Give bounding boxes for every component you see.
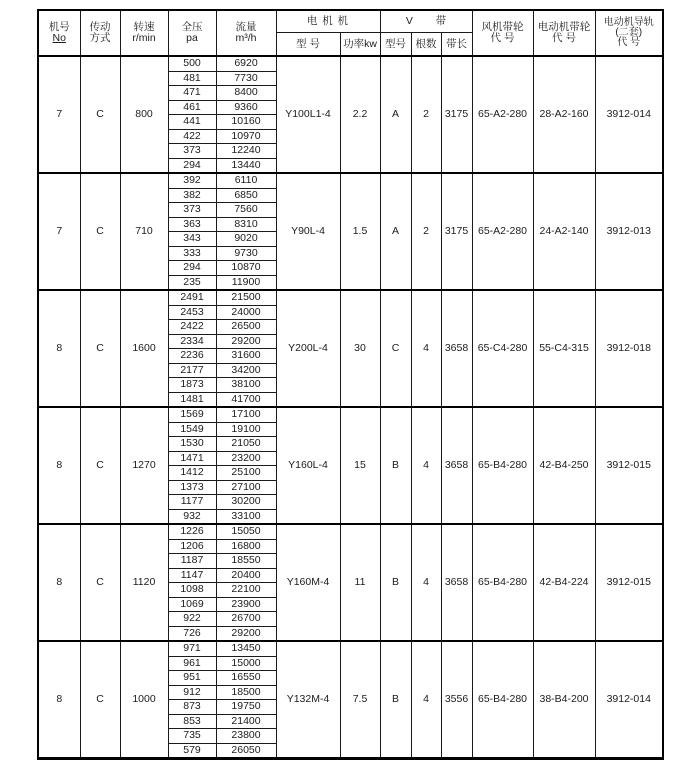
pressure-cell: 333 [168, 246, 216, 261]
col-header-speed [120, 10, 168, 56]
table-row [38, 290, 663, 305]
vbelt-count-cell: 4 [411, 524, 441, 641]
pressure-cell: 363 [168, 217, 216, 232]
col-header-motor-rail [595, 10, 663, 56]
flow-cell: 29200 [216, 626, 276, 641]
pressure-cell: 481 [168, 71, 216, 86]
pressure-cell: 471 [168, 86, 216, 101]
flow-cell: 33100 [216, 509, 276, 524]
flow-cell: 6850 [216, 188, 276, 203]
vbelt-group-right: 带 [435, 15, 447, 27]
vbelt-model-cell: B [380, 641, 411, 759]
drive-label-2: 方式 [89, 32, 111, 44]
pressure-cell: 1206 [168, 539, 216, 554]
flow-cell: 18500 [216, 685, 276, 700]
speed-cell: 800 [120, 56, 168, 173]
pressure-cell: 1177 [168, 495, 216, 510]
flow-cell: 15000 [216, 656, 276, 671]
pressure-cell: 373 [168, 144, 216, 159]
motor-model-cell: Y132M-4 [276, 641, 340, 759]
drive-cell: C [80, 641, 120, 759]
drive-cell: C [80, 56, 120, 173]
header-row-1 [38, 10, 663, 33]
speed-label: 转速 [133, 21, 155, 33]
col-header-flow [216, 10, 276, 56]
flow-cell: 21500 [216, 290, 276, 305]
vbelt-count-cell: 4 [411, 407, 441, 524]
motor-rail-cell: 3912-014 [595, 56, 663, 173]
flow-cell: 13440 [216, 158, 276, 173]
speed-cell: 710 [120, 173, 168, 290]
flow-cell: 19100 [216, 422, 276, 437]
col-header-vbelt-length: 带长 [441, 33, 472, 57]
pressure-cell: 1481 [168, 392, 216, 407]
pressure-cell: 2491 [168, 290, 216, 305]
drive-cell: C [80, 290, 120, 407]
pressure-cell: 1471 [168, 451, 216, 466]
motor-model-cell: Y100L1-4 [276, 56, 340, 173]
vbelt-count-cell: 2 [411, 173, 441, 290]
pressure-cell: 2177 [168, 363, 216, 378]
col-header-drive [80, 10, 120, 56]
flow-cell: 24000 [216, 305, 276, 320]
flow-cell: 27100 [216, 480, 276, 495]
machine-no-label: 机号 [48, 21, 70, 33]
table-row [38, 524, 663, 539]
motor-power-cell: 2.2 [340, 56, 380, 173]
pressure-cell: 294 [168, 261, 216, 276]
fan-pulley-cell: 65-A2-280 [472, 56, 533, 173]
flow-cell: 16550 [216, 671, 276, 686]
col-header-vbelt-count: 根数 [411, 33, 441, 57]
col-header-motor-power: 功率kw [340, 33, 380, 57]
motor-rail-cell: 3912-013 [595, 173, 663, 290]
motor-power-cell: 11 [340, 524, 380, 641]
vbelt-model-cell: B [380, 407, 411, 524]
table-body [38, 56, 663, 759]
fan-pulley-cell: 65-A2-280 [472, 173, 533, 290]
vbelt-length-cell: 3175 [441, 173, 472, 290]
motor-power-cell: 15 [340, 407, 380, 524]
motor-pulley-cell: 42-B4-250 [533, 407, 595, 524]
flow-cell: 7730 [216, 71, 276, 86]
flow-cell: 15050 [216, 524, 276, 539]
drive-cell: C [80, 524, 120, 641]
motor-rail-label: 电动机导轨 [603, 17, 654, 28]
flow-cell: 8400 [216, 86, 276, 101]
flow-cell: 11900 [216, 275, 276, 290]
motor-pulley-cell: 55-C4-315 [533, 290, 595, 407]
flow-cell: 26050 [216, 743, 276, 759]
pressure-cell: 294 [168, 158, 216, 173]
vbelt-length-cell: 3658 [441, 290, 472, 407]
flow-cell: 19750 [216, 700, 276, 715]
flow-cell: 22100 [216, 583, 276, 598]
vbelt-group-left: V [405, 15, 413, 27]
flow-cell: 23900 [216, 597, 276, 612]
speed-cell: 1270 [120, 407, 168, 524]
speed-cell: 1000 [120, 641, 168, 759]
pressure-cell: 726 [168, 626, 216, 641]
motor-pulley-cell: 38-B4-200 [533, 641, 595, 759]
machine-no-cell: 8 [38, 641, 80, 759]
pressure-cell: 1569 [168, 407, 216, 422]
motor-power-cell: 7.5 [340, 641, 380, 759]
flow-cell: 23200 [216, 451, 276, 466]
pressure-cell: 853 [168, 714, 216, 729]
drive-label: 传动 [89, 21, 111, 33]
pressure-cell: 1549 [168, 422, 216, 437]
col-header-motor-pulley [533, 10, 595, 56]
vbelt-count-cell: 2 [411, 56, 441, 173]
vbelt-count-cell: 4 [411, 641, 441, 759]
pressure-cell: 235 [168, 275, 216, 290]
pressure-cell: 873 [168, 700, 216, 715]
vbelt-length-cell: 3658 [441, 407, 472, 524]
flow-cell: 41700 [216, 392, 276, 407]
flow-cell: 10870 [216, 261, 276, 276]
vbelt-length-cell: 3658 [441, 524, 472, 641]
flow-cell: 10160 [216, 115, 276, 130]
machine-no-unit: No [52, 32, 66, 44]
fan-pulley-code-label: 代 号 [490, 32, 515, 44]
flow-cell: 23800 [216, 729, 276, 744]
fan-pulley-label: 风机带轮 [481, 21, 524, 33]
flow-unit: m³/h [235, 32, 257, 44]
pressure-cell: 922 [168, 612, 216, 627]
pressure-cell: 1147 [168, 568, 216, 583]
motor-model-cell: Y160L-4 [276, 407, 340, 524]
flow-cell: 12240 [216, 144, 276, 159]
flow-cell: 34200 [216, 363, 276, 378]
pressure-cell: 951 [168, 671, 216, 686]
pressure-cell: 422 [168, 129, 216, 144]
speed-cell: 1600 [120, 290, 168, 407]
pressure-cell: 382 [168, 188, 216, 203]
speed-unit: r/min [132, 32, 156, 44]
pressure-cell: 1187 [168, 554, 216, 569]
pressure-cell: 932 [168, 509, 216, 524]
pressure-cell: 2453 [168, 305, 216, 320]
table-row [38, 407, 663, 422]
motor-rail-sets-label: (二套) [615, 27, 643, 38]
pressure-cell: 1226 [168, 524, 216, 539]
flow-cell: 9360 [216, 100, 276, 115]
pressure-cell: 392 [168, 173, 216, 188]
pressure-cell: 971 [168, 641, 216, 656]
col-header-vbelt-model: 型号 [380, 33, 411, 57]
motor-power-cell: 1.5 [340, 173, 380, 290]
pressure-cell: 735 [168, 729, 216, 744]
motor-model-cell: Y200L-4 [276, 290, 340, 407]
flow-cell: 8310 [216, 217, 276, 232]
pressure-cell: 1069 [168, 597, 216, 612]
motor-rail-cell: 3912-014 [595, 641, 663, 759]
flow-cell: 9020 [216, 232, 276, 247]
table-header [38, 10, 663, 56]
flow-cell: 17100 [216, 407, 276, 422]
pressure-cell: 1373 [168, 480, 216, 495]
col-header-fan-pulley [472, 10, 533, 56]
flow-cell: 26500 [216, 320, 276, 335]
table-row [38, 56, 663, 71]
pressure-label: 全压 [181, 21, 203, 33]
motor-pulley-cell: 24-A2-140 [533, 173, 595, 290]
speed-cell: 1120 [120, 524, 168, 641]
vbelt-model-cell: C [380, 290, 411, 407]
flow-cell: 18550 [216, 554, 276, 569]
motor-pulley-cell: 42-B4-224 [533, 524, 595, 641]
drive-cell: C [80, 407, 120, 524]
machine-no-cell: 8 [38, 524, 80, 641]
pressure-cell: 1412 [168, 466, 216, 481]
pressure-cell: 441 [168, 115, 216, 130]
flow-cell: 13450 [216, 641, 276, 656]
flow-cell: 10970 [216, 129, 276, 144]
motor-model-cell: Y160M-4 [276, 524, 340, 641]
vbelt-model-cell: A [380, 56, 411, 173]
motor-pulley-code-label: 代 号 [552, 32, 576, 44]
vbelt-length-cell: 3175 [441, 56, 472, 173]
flow-cell: 21400 [216, 714, 276, 729]
flow-cell: 25100 [216, 466, 276, 481]
flow-cell: 7560 [216, 203, 276, 218]
vbelt-model-cell: A [380, 173, 411, 290]
vbelt-model-cell: B [380, 524, 411, 641]
flow-cell: 30200 [216, 495, 276, 510]
pressure-cell: 373 [168, 203, 216, 218]
pressure-cell: 579 [168, 743, 216, 759]
pressure-cell: 343 [168, 232, 216, 247]
pressure-cell: 961 [168, 656, 216, 671]
pressure-cell: 1098 [168, 583, 216, 598]
table-row [38, 641, 663, 656]
pressure-cell: 2422 [168, 320, 216, 335]
motor-pulley-label: 电动机带轮 [537, 21, 591, 33]
pressure-unit: pa [186, 32, 198, 44]
flow-cell: 21050 [216, 437, 276, 452]
vbelt-length-cell: 3556 [441, 641, 472, 759]
pressure-cell: 2334 [168, 334, 216, 349]
flow-cell: 38100 [216, 378, 276, 393]
motor-rail-code-label: 代 号 [617, 37, 641, 48]
fan-pulley-cell: 65-B4-280 [472, 524, 533, 641]
machine-no-cell: 8 [38, 407, 80, 524]
flow-cell: 29200 [216, 334, 276, 349]
flow-cell: 16800 [216, 539, 276, 554]
motor-rail-cell: 3912-015 [595, 524, 663, 641]
pressure-cell: 461 [168, 100, 216, 115]
col-header-motor-model: 型 号 [276, 33, 340, 57]
flow-cell: 20400 [216, 568, 276, 583]
fan-pulley-cell: 65-B4-280 [472, 641, 533, 759]
vbelt-count-cell: 4 [411, 290, 441, 407]
flow-cell: 9730 [216, 246, 276, 261]
flow-cell: 31600 [216, 349, 276, 364]
fan-pulley-cell: 65-B4-280 [472, 407, 533, 524]
motor-power-cell: 30 [340, 290, 380, 407]
col-header-pressure [168, 10, 216, 56]
fan-spec-table [37, 9, 664, 760]
group-header-motor: 电 机 机 [276, 10, 380, 33]
flow-cell: 6920 [216, 56, 276, 71]
machine-no-cell: 8 [38, 290, 80, 407]
motor-rail-cell: 3912-015 [595, 407, 663, 524]
motor-pulley-cell: 28-A2-160 [533, 56, 595, 173]
machine-no-cell: 7 [38, 56, 80, 173]
motor-rail-cell: 3912-018 [595, 290, 663, 407]
table-row [38, 173, 663, 188]
motor-model-cell: Y90L-4 [276, 173, 340, 290]
group-header-vbelt [380, 10, 472, 33]
machine-no-cell: 7 [38, 173, 80, 290]
fan-pulley-cell: 65-C4-280 [472, 290, 533, 407]
flow-cell: 26700 [216, 612, 276, 627]
pressure-cell: 1530 [168, 437, 216, 452]
pressure-cell: 1873 [168, 378, 216, 393]
flow-cell: 6110 [216, 173, 276, 188]
flow-label: 流量 [235, 21, 257, 33]
pressure-cell: 2236 [168, 349, 216, 364]
col-header-machine-no [38, 10, 80, 56]
pressure-cell: 912 [168, 685, 216, 700]
drive-cell: C [80, 173, 120, 290]
pressure-cell: 500 [168, 56, 216, 71]
